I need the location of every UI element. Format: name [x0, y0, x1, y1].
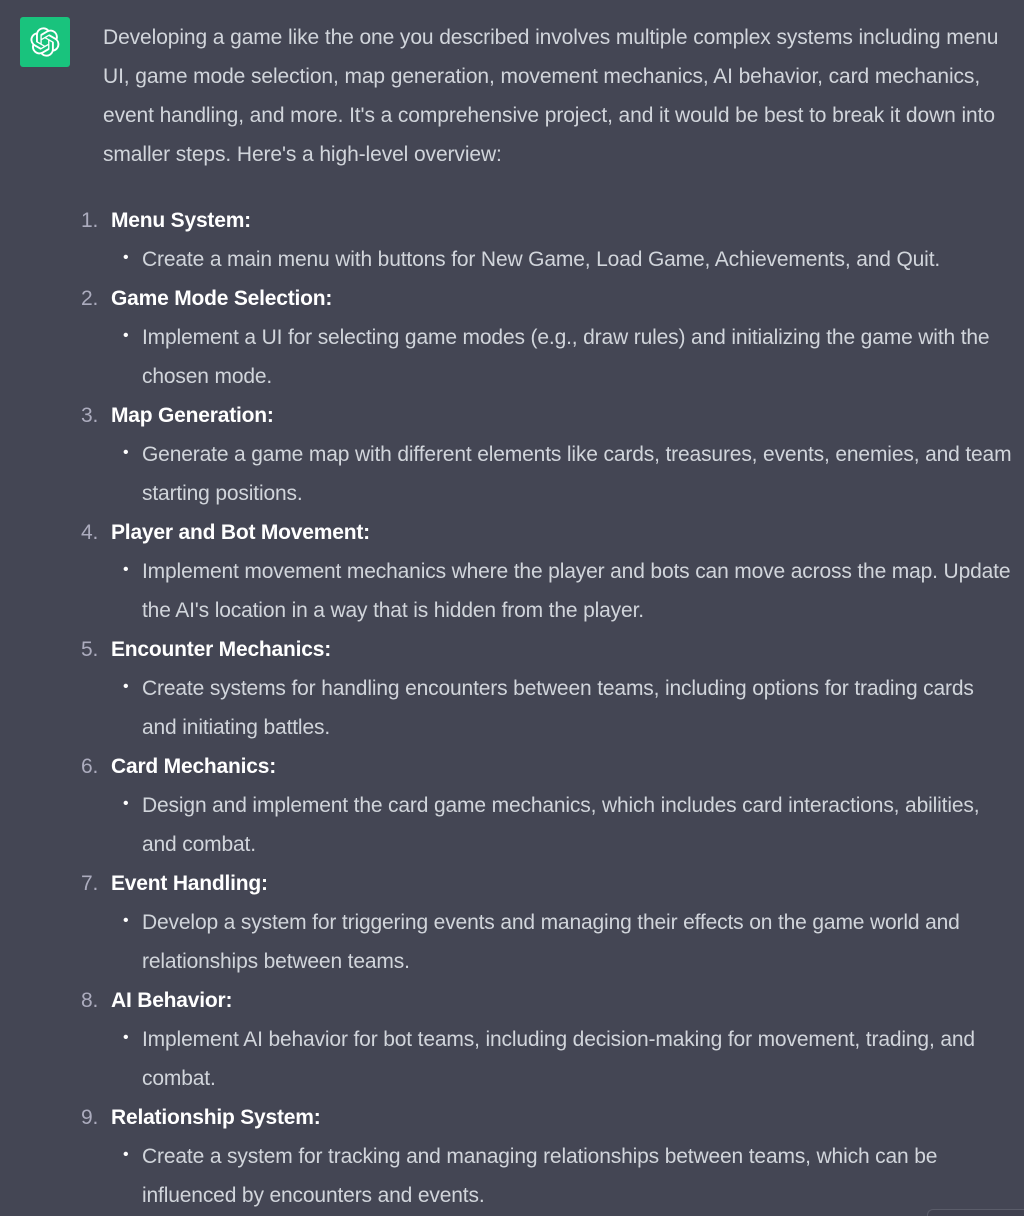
list-item — [81, 630, 1013, 747]
list-item — [81, 864, 1013, 981]
list-item — [81, 201, 1013, 279]
message-intro: Developing a game like the one you described involves multiple complex systems including menu UI, game mode selection, map generation, movement mechanics, AI behavior, card mechanics, event handling, and more. It's a comprehensive project, and it would be best to break it down into smaller steps. Here's a high-level overview: — [103, 26, 999, 166]
step-detail: • Implement a UI for selecting game modes (e.g., draw rules) and initializing the game with the chosen mode. — [142, 318, 1013, 396]
step-title: Card Mechanics: — [111, 755, 277, 778]
step-detail: • Generate a game map with different elements like cards, treasures, events, enemies, and team starting positions. — [142, 435, 1013, 513]
bullet-icon: • — [123, 444, 129, 461]
step-detail: • Implement movement mechanics where the player and bots can move across the map. Update the AI's location in a way that is hidden from the player. — [142, 552, 1013, 630]
step-title: AI Behavior: — [111, 989, 233, 1012]
step-number: 7. — [81, 872, 99, 895]
bullet-icon: • — [123, 795, 129, 812]
list-item — [81, 279, 1013, 396]
step-number: 3. — [81, 404, 99, 427]
step-title: Relationship System: — [111, 1106, 321, 1129]
bullet-icon: • — [123, 1146, 129, 1163]
steps-list — [81, 201, 1013, 1215]
scroll-down-edge[interactable] — [927, 1209, 1024, 1216]
list-item — [81, 513, 1013, 630]
step-detail: • Implement AI behavior for bot teams, including decision-making for movement, trading, and combat. — [142, 1020, 1013, 1098]
step-title: Event Handling: — [111, 872, 268, 895]
bullet-icon: • — [123, 249, 129, 266]
step-title: Encounter Mechanics: — [111, 638, 332, 661]
bullet-icon: • — [123, 912, 129, 929]
step-detail: • Create systems for handling encounters between teams, including options for trading cards and initiating battles. — [142, 669, 1013, 747]
bullet-icon: • — [123, 561, 129, 578]
list-item — [81, 981, 1013, 1098]
step-number: 9. — [81, 1106, 99, 1129]
bullet-icon: • — [123, 327, 129, 344]
step-number: 2. — [81, 287, 99, 310]
list-item — [81, 747, 1013, 864]
step-detail: • Design and implement the card game mechanics, which includes card interactions, abilities, and combat. — [142, 786, 1013, 864]
step-detail: • Develop a system for triggering events and managing their effects on the game world and relationships between teams. — [142, 903, 1013, 981]
bullet-icon: • — [123, 678, 129, 695]
step-detail: • Create a system for tracking and managing relationships between teams, which can be influenced by encounters and events. — [142, 1137, 1013, 1215]
openai-logo-icon — [30, 27, 60, 57]
bullet-icon: • — [123, 1029, 129, 1046]
step-number: 8. — [81, 989, 99, 1012]
step-title: Menu System: — [111, 209, 251, 232]
assistant-message — [81, 18, 1013, 1215]
assistant-avatar — [20, 17, 70, 67]
step-number: 4. — [81, 521, 99, 544]
step-detail: • Create a main menu with buttons for New Game, Load Game, Achievements, and Quit. — [142, 240, 1013, 279]
step-title: Player and Bot Movement: — [111, 521, 370, 544]
step-title: Game Mode Selection: — [111, 287, 333, 310]
list-item — [81, 396, 1013, 513]
step-number: 1. — [81, 209, 99, 232]
list-item — [81, 1098, 1013, 1215]
step-title: Map Generation: — [111, 404, 274, 427]
step-number: 6. — [81, 755, 99, 778]
step-number: 5. — [81, 638, 99, 661]
